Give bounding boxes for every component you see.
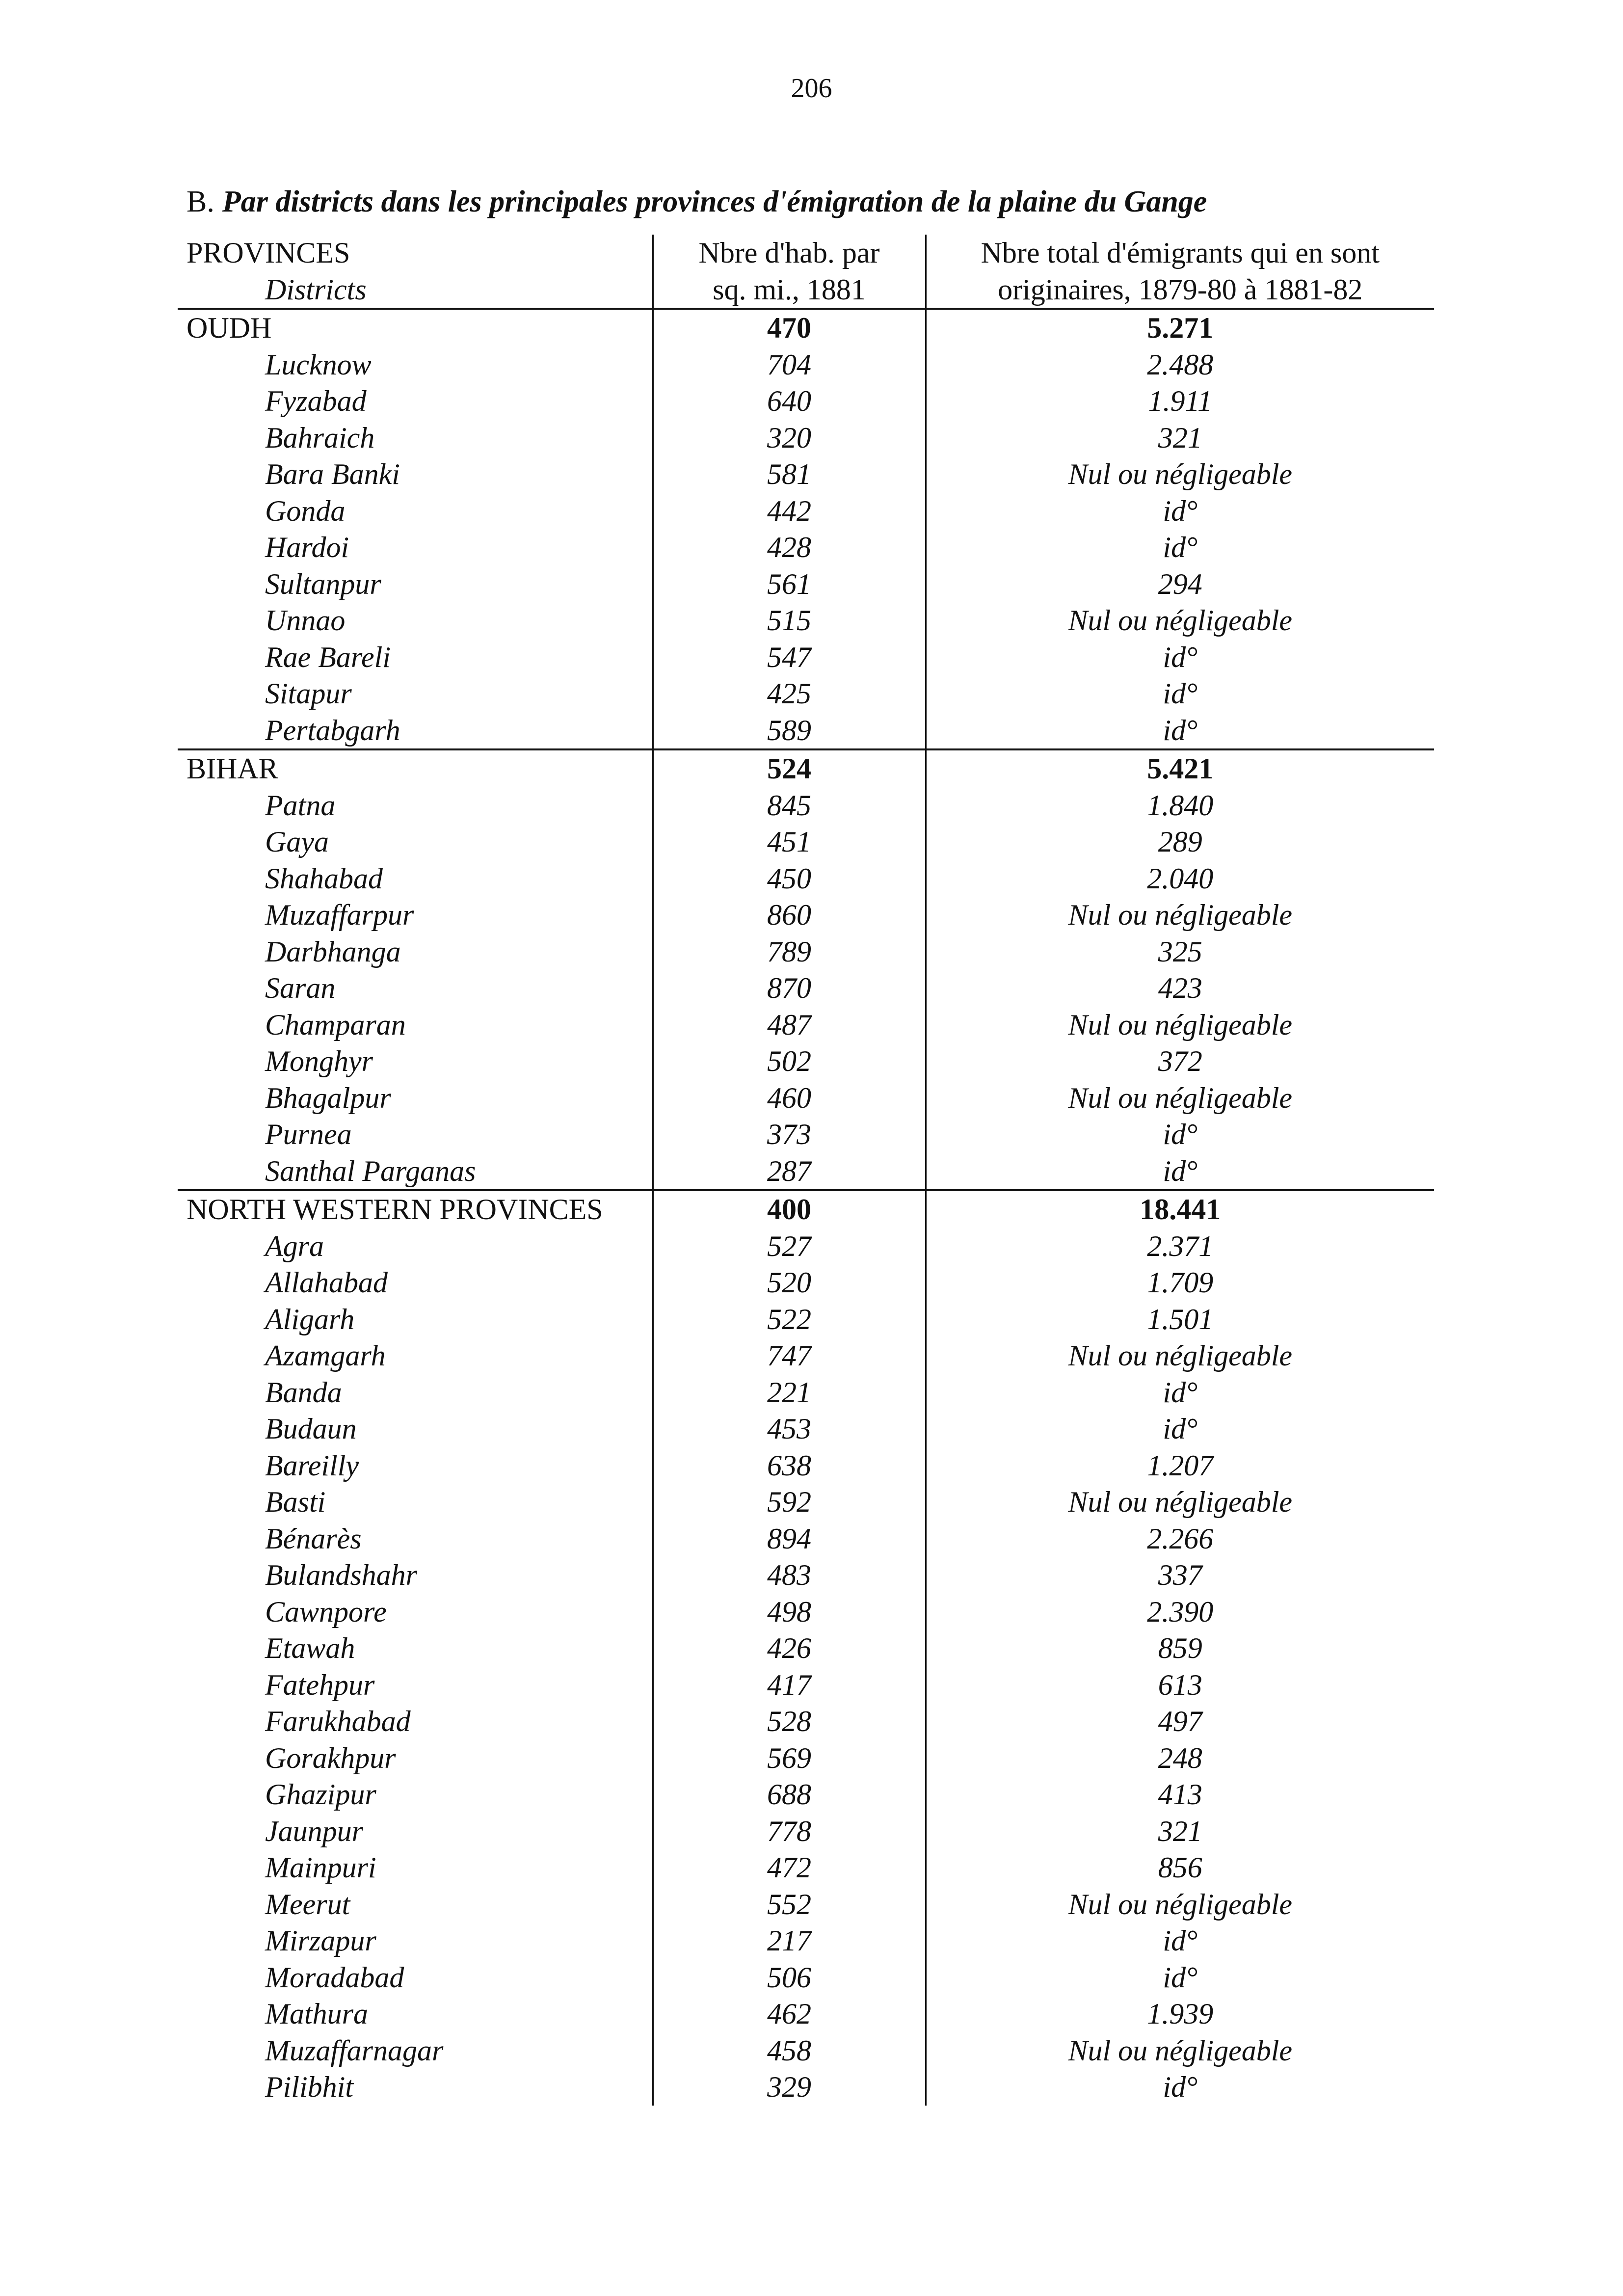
district-density: 870 xyxy=(653,970,926,1007)
district-name: Bahraich xyxy=(265,421,375,454)
district-row xyxy=(178,1043,1434,1080)
district-name: Patna xyxy=(265,789,336,822)
district-row xyxy=(178,1411,1434,1447)
district-emigrants: id° xyxy=(926,712,1434,750)
district-emigrants: id° xyxy=(1163,1376,1198,1409)
district-density: 704 xyxy=(653,347,926,383)
district-density: 453 xyxy=(653,1411,926,1447)
district-density: 472 xyxy=(653,1849,926,1886)
district-density: 417 xyxy=(653,1667,926,1704)
district-row xyxy=(178,1228,1434,1265)
district-name: Meerut xyxy=(265,1888,350,1921)
district-emigrants: Nul ou négligeable xyxy=(1068,604,1293,637)
district-name: Unnao xyxy=(265,604,346,637)
district-emigrants: 1.911 xyxy=(1148,385,1213,417)
page-number: 206 xyxy=(791,73,832,104)
district-name: Monghyr xyxy=(265,1045,373,1077)
district-row xyxy=(178,1521,1434,1557)
district-density: 845 xyxy=(653,787,926,824)
district-emigrants: 1.840 xyxy=(1147,789,1214,822)
district-name: Saran xyxy=(265,972,336,1004)
district-emigrants: id° xyxy=(1163,641,1198,673)
district-emigrants: Nul ou négligeable xyxy=(1068,458,1293,490)
heading-title: Par districts dans les principales provinces d'émigration de la plaine du Gange xyxy=(222,185,1207,218)
district-density: 638 xyxy=(653,1447,926,1484)
district-emigrants: Nul ou négligeable xyxy=(1068,1888,1293,1921)
district-emigrants: id° xyxy=(1163,677,1198,710)
district-density: 451 xyxy=(653,824,926,860)
district-emigrants: 372 xyxy=(1158,1045,1202,1077)
district-emigrants: id° xyxy=(1163,2071,1198,2103)
district-emigrants: 2.266 xyxy=(1147,1522,1214,1555)
district-row xyxy=(178,1996,1434,2032)
district-density: 688 xyxy=(653,1776,926,1813)
district-row xyxy=(178,1594,1434,1630)
district-name: Mathura xyxy=(265,1998,368,2030)
district-emigrants: 321 xyxy=(1158,1815,1202,1847)
district-row xyxy=(178,1080,1434,1117)
district-density: 450 xyxy=(653,860,926,897)
district-name: Moradabad xyxy=(265,1961,404,1994)
district-emigrants: 337 xyxy=(1158,1559,1202,1591)
district-density: 547 xyxy=(653,639,926,676)
district-density: 458 xyxy=(653,2032,926,2069)
district-emigrants: Nul ou négligeable xyxy=(1068,2034,1293,2067)
district-emigrants: 2.040 xyxy=(1147,862,1214,895)
district-density: 592 xyxy=(653,1484,926,1521)
district-emigrants: 289 xyxy=(1158,826,1202,858)
col-header-emigrants-line2: originaires, 1879-80 à 1881-82 xyxy=(926,271,1434,309)
district-density: 428 xyxy=(653,529,926,566)
district-density: 425 xyxy=(653,675,926,712)
district-density: 502 xyxy=(653,1043,926,1080)
col-header-districts: Districts xyxy=(178,271,653,309)
district-emigrants: 2.390 xyxy=(1147,1595,1214,1628)
province-density: 524 xyxy=(653,749,926,787)
district-density: 483 xyxy=(653,1557,926,1594)
table-body xyxy=(178,309,1434,2106)
district-emigrants: id° xyxy=(1163,1118,1198,1150)
district-density: 217 xyxy=(653,1922,926,1959)
district-name: Bara Banki xyxy=(265,458,400,490)
district-row xyxy=(178,1264,1434,1301)
district-name: Aligarh xyxy=(265,1303,355,1335)
district-row xyxy=(178,1849,1434,1886)
district-density: 581 xyxy=(653,456,926,493)
district-name: Gonda xyxy=(265,494,346,527)
section-heading xyxy=(186,185,1207,219)
district-name: Farukhabad xyxy=(265,1705,411,1737)
district-row xyxy=(178,1116,1434,1153)
district-density: 287 xyxy=(653,1153,926,1191)
district-name: Mainpuri xyxy=(265,1851,376,1884)
district-name: Fyzabad xyxy=(265,385,367,417)
col-header-emigrants-line1: Nbre total d'émigrants qui en sont xyxy=(981,237,1380,269)
district-name: Agra xyxy=(265,1229,324,1262)
district-name: Pertabgarh xyxy=(178,712,653,750)
province-row xyxy=(178,749,1434,787)
district-row xyxy=(178,602,1434,639)
district-name: Bhagalpur xyxy=(265,1081,391,1114)
district-name: Purnea xyxy=(265,1118,352,1150)
district-emigrants: 1.207 xyxy=(1147,1449,1214,1482)
district-name: Rae Bareli xyxy=(265,641,391,673)
district-emigrants: 423 xyxy=(1158,972,1202,1004)
district-density: 552 xyxy=(653,1886,926,1923)
district-name: Budaun xyxy=(265,1413,357,1445)
district-density: 894 xyxy=(653,1521,926,1557)
district-emigrants: id° xyxy=(1163,1413,1198,1445)
district-name: Bénarès xyxy=(265,1522,362,1555)
district-name: Darbhanga xyxy=(265,935,401,968)
district-row xyxy=(178,1301,1434,1338)
district-name: Allahabad xyxy=(265,1266,388,1299)
district-row xyxy=(178,1153,1434,1191)
province-row xyxy=(178,309,1434,347)
district-name: Fatehpur xyxy=(265,1668,375,1701)
district-emigrants: 859 xyxy=(1158,1632,1202,1664)
district-name: Ghazipur xyxy=(265,1778,376,1811)
district-density: 515 xyxy=(653,602,926,639)
district-name: Sitapur xyxy=(265,677,352,710)
district-emigrants: 1.501 xyxy=(1147,1303,1214,1335)
district-name: Etawah xyxy=(265,1632,355,1664)
district-emigrants: 2.371 xyxy=(1147,1229,1214,1262)
district-density: 426 xyxy=(653,1630,926,1667)
district-density: 778 xyxy=(653,1813,926,1850)
district-row xyxy=(178,493,1434,530)
district-emigrants: Nul ou négligeable xyxy=(1068,1081,1293,1114)
district-density: 860 xyxy=(653,897,926,934)
district-emigrants: 413 xyxy=(1158,1778,1202,1811)
district-name: Jaunpur xyxy=(265,1815,363,1847)
district-density: 329 xyxy=(653,2069,926,2106)
province-density: 400 xyxy=(653,1190,926,1228)
emigration-table xyxy=(178,235,1434,2106)
district-row xyxy=(178,860,1434,897)
district-name: Gaya xyxy=(265,826,329,858)
district-row xyxy=(178,1959,1434,1996)
district-name: Pilibhit xyxy=(265,2071,353,2103)
district-emigrants: 497 xyxy=(1158,1705,1202,1737)
district-density: 462 xyxy=(653,1996,926,2032)
district-row xyxy=(178,712,1434,750)
district-density: 640 xyxy=(653,383,926,420)
district-emigrants: Nul ou négligeable xyxy=(1068,899,1293,931)
district-emigrants: id° xyxy=(1163,1924,1198,1957)
district-row xyxy=(178,1667,1434,1704)
district-emigrants: 325 xyxy=(1158,935,1202,968)
district-row xyxy=(178,675,1434,712)
district-name: Bulandshahr xyxy=(265,1559,418,1591)
district-density: 522 xyxy=(653,1301,926,1338)
district-row xyxy=(178,383,1434,420)
col-header-provinces: PROVINCES xyxy=(186,237,350,269)
district-row xyxy=(178,1557,1434,1594)
province-name: NORTH WESTERN PROVINCES xyxy=(186,1193,603,1226)
heading-letter: B. xyxy=(186,185,214,218)
province-emigrants: 5.421 xyxy=(1147,752,1214,785)
district-name: Champaran xyxy=(265,1008,406,1041)
district-density: 527 xyxy=(653,1228,926,1265)
district-row xyxy=(178,1337,1434,1374)
province-name: BIHAR xyxy=(186,752,278,785)
district-density: 569 xyxy=(653,1740,926,1777)
district-density: 487 xyxy=(653,1007,926,1043)
district-row xyxy=(178,420,1434,456)
district-name: Muzaffarpur xyxy=(265,899,414,931)
district-emigrants: 321 xyxy=(1158,421,1202,454)
district-emigrants: 294 xyxy=(1158,567,1202,600)
district-emigrants: id° xyxy=(1163,531,1198,563)
district-emigrants: id° xyxy=(1163,1961,1198,1994)
district-density: 561 xyxy=(653,566,926,603)
province-density: 470 xyxy=(653,309,926,347)
district-row xyxy=(178,1447,1434,1484)
district-emigrants: Nul ou négligeable xyxy=(1068,1486,1293,1518)
district-emigrants: id° xyxy=(926,1153,1434,1191)
district-density: 221 xyxy=(653,1374,926,1411)
district-row xyxy=(178,1484,1434,1521)
district-emigrants: 613 xyxy=(1158,1668,1202,1701)
district-row xyxy=(178,787,1434,824)
district-row xyxy=(178,1007,1434,1043)
col-header-density-line1: Nbre d'hab. par xyxy=(653,235,926,271)
district-row xyxy=(178,824,1434,860)
district-name: Lucknow xyxy=(265,348,372,381)
district-name: Azamgarh xyxy=(265,1339,386,1372)
district-name: Sultanpur xyxy=(265,567,381,600)
district-emigrants: 1.939 xyxy=(1147,1998,1214,2030)
district-emigrants: Nul ou négligeable xyxy=(1068,1008,1293,1041)
district-name: Santhal Parganas xyxy=(178,1153,653,1191)
district-row xyxy=(178,566,1434,603)
district-row xyxy=(178,2069,1434,2106)
col-header-density-line2: sq. mi., 1881 xyxy=(653,271,926,309)
district-row xyxy=(178,934,1434,970)
province-name: OUDH xyxy=(186,312,272,344)
district-density: 506 xyxy=(653,1959,926,1996)
district-density: 320 xyxy=(653,420,926,456)
district-row xyxy=(178,1374,1434,1411)
district-row xyxy=(178,639,1434,676)
district-name: Shahabad xyxy=(265,862,383,895)
district-row xyxy=(178,2032,1434,2069)
district-emigrants: 2.488 xyxy=(1147,348,1214,381)
district-row xyxy=(178,529,1434,566)
district-name: Mirzapur xyxy=(265,1924,376,1957)
district-row xyxy=(178,897,1434,934)
district-row xyxy=(178,456,1434,493)
district-density: 373 xyxy=(653,1116,926,1153)
district-row xyxy=(178,1922,1434,1959)
district-emigrants: Nul ou négligeable xyxy=(1068,1339,1293,1372)
district-density: 747 xyxy=(653,1337,926,1374)
district-row xyxy=(178,1740,1434,1777)
district-name: Cawnpore xyxy=(265,1595,387,1628)
district-density: 498 xyxy=(653,1594,926,1630)
district-density: 589 xyxy=(653,712,926,750)
district-density: 442 xyxy=(653,493,926,530)
district-emigrants: 248 xyxy=(1158,1741,1202,1774)
district-emigrants: 856 xyxy=(1158,1851,1202,1884)
district-name: Bareilly xyxy=(265,1449,359,1482)
province-row xyxy=(178,1190,1434,1228)
province-emigrants: 5.271 xyxy=(1147,312,1214,344)
district-row xyxy=(178,1776,1434,1813)
district-emigrants: 1.709 xyxy=(1147,1266,1214,1299)
district-row xyxy=(178,1813,1434,1850)
district-row xyxy=(178,1703,1434,1740)
district-name: Muzaffarnagar xyxy=(265,2034,444,2067)
district-row xyxy=(178,1630,1434,1667)
district-density: 789 xyxy=(653,934,926,970)
district-density: 528 xyxy=(653,1703,926,1740)
district-row xyxy=(178,970,1434,1007)
district-row xyxy=(178,347,1434,383)
district-name: Hardoi xyxy=(265,531,349,563)
district-name: Banda xyxy=(265,1376,342,1409)
district-density: 520 xyxy=(653,1264,926,1301)
district-name: Basti xyxy=(265,1486,326,1518)
district-emigrants: id° xyxy=(1163,494,1198,527)
district-density: 460 xyxy=(653,1080,926,1117)
district-name: Gorakhpur xyxy=(265,1741,396,1774)
district-row xyxy=(178,1886,1434,1923)
province-emigrants: 18.441 xyxy=(1140,1193,1221,1226)
